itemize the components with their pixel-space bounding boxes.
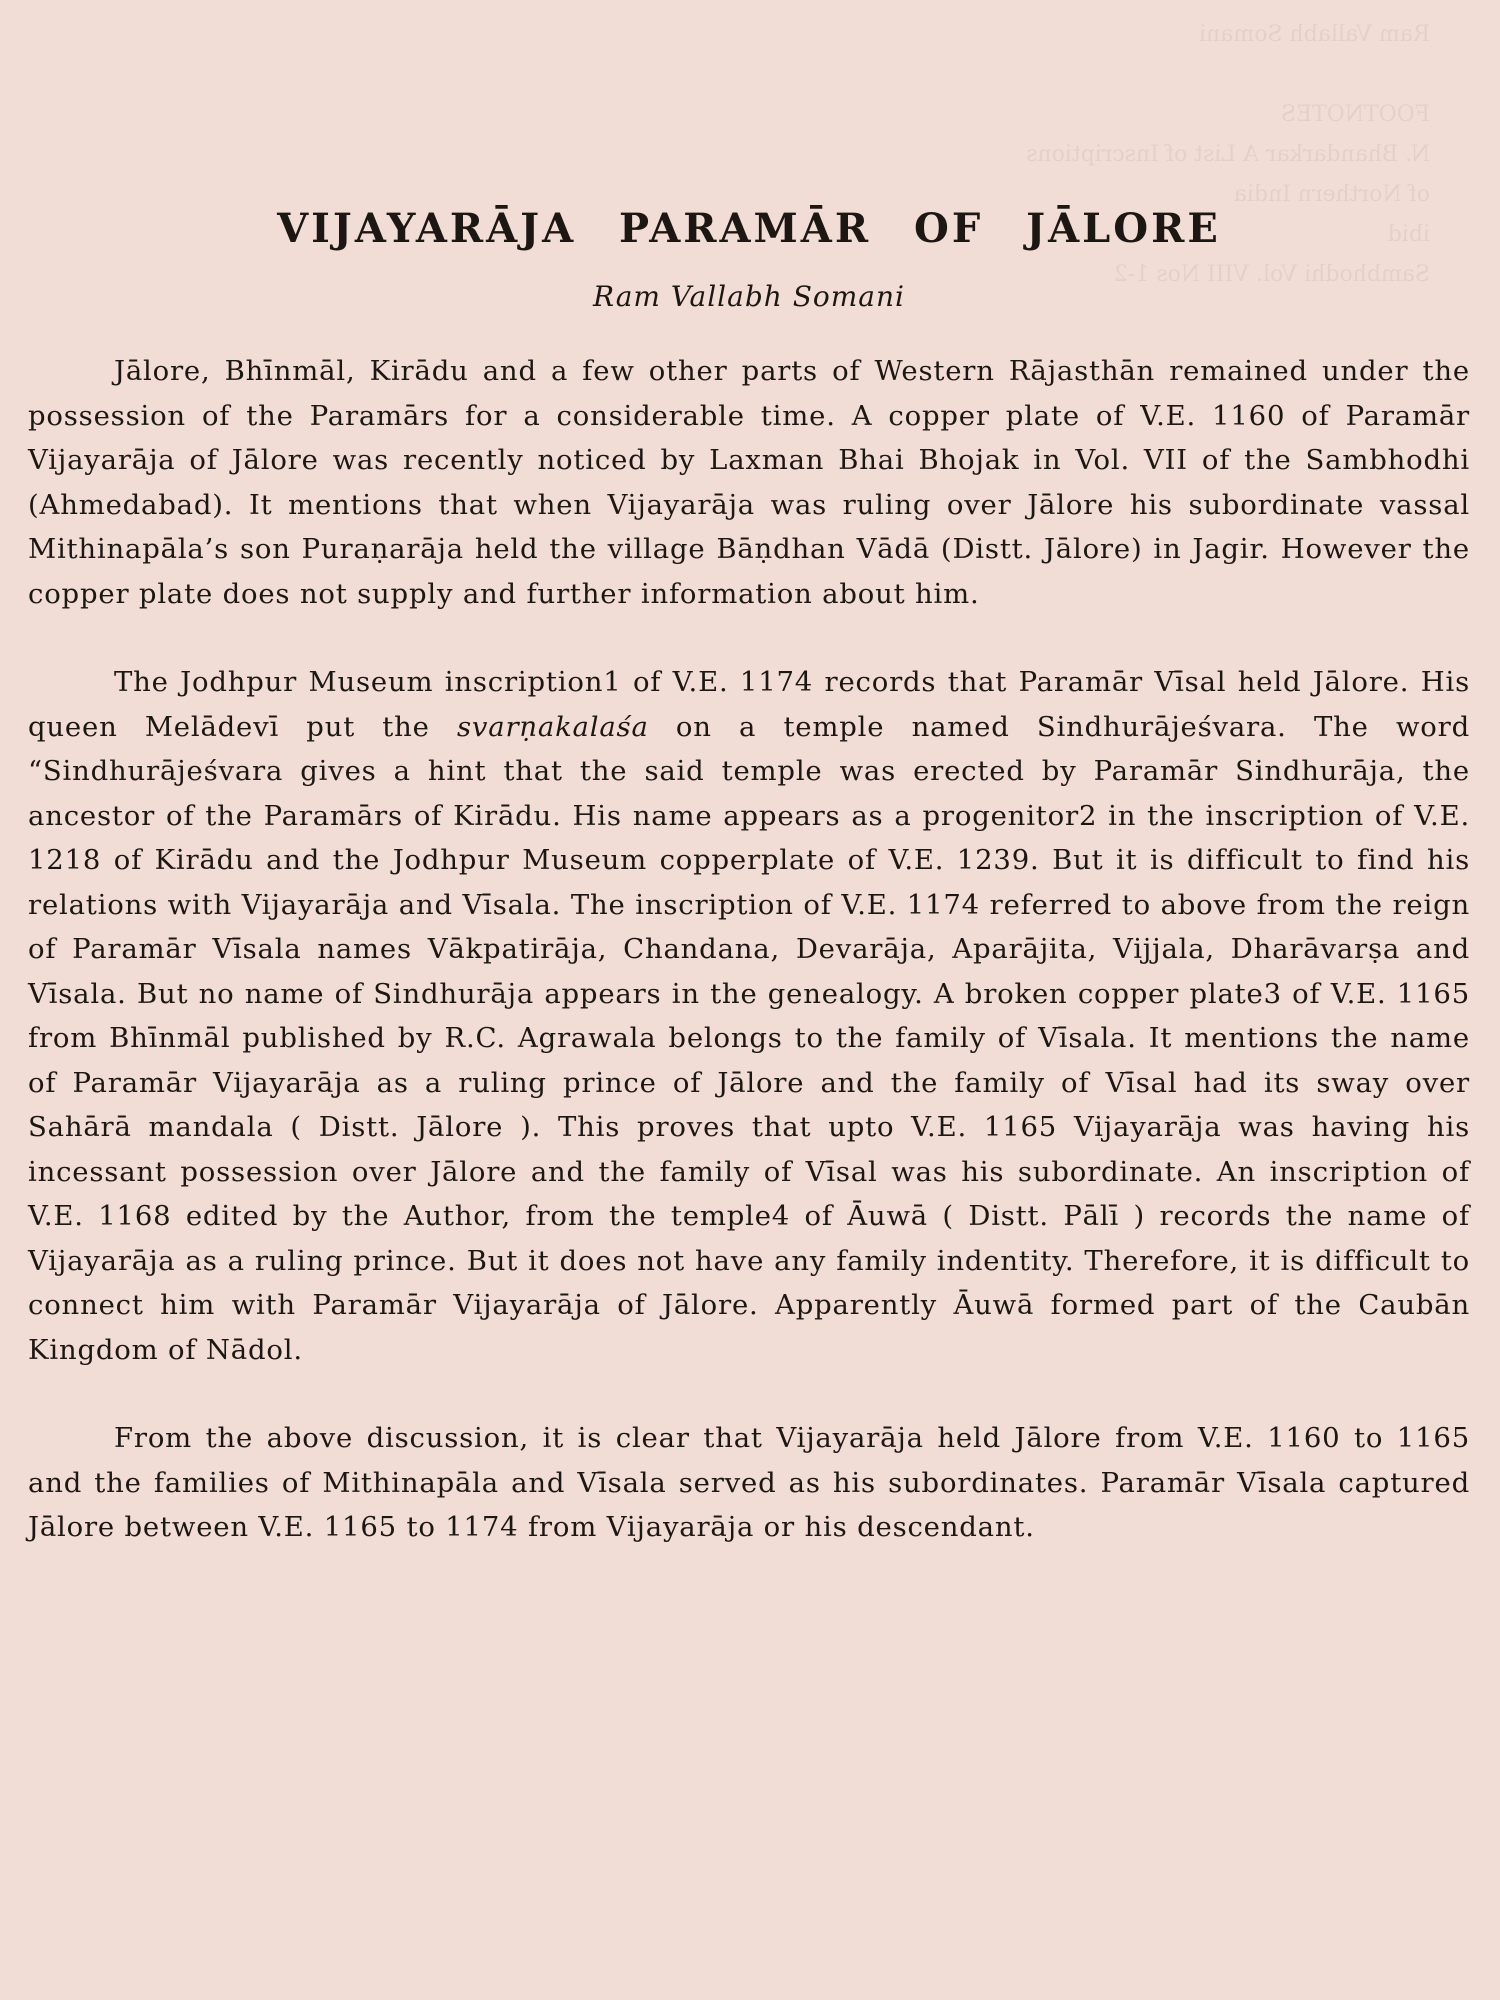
bleed-label: FOOTNOTES bbox=[1280, 102, 1430, 127]
paragraph-3: From the above discussion, it is clear that Vijayarāja held Jālore from V.E. 1160 to 1165 and the families of Mithinapāla and Vīsala served as his subordinates. Paramār Vīsala captured Jālore between V.E. 1165 to 1174 from Vijayarāja or his descendant. bbox=[28, 1422, 1470, 1543]
paragraph-1: Jālore, Bhīnmāl, Kirādu and a few other parts of Western Rājasthān remained under the possession of the Paramārs for a considerable time. A copper plate of V.E. 1160 of Paramār Vijayarāja of Jālore was recently noticed by Laxman Bhai Bhojak in Vol. VII of the Sambhodhi (Ahmedabad). It mentions that when Vijayarāja was ruling over Jālore his subordinate vassal Mithinapāla’s son Puraṇarāja held the village Bāṇdhan Vādā (Distt. Jālore) in Jagir. However the copper plate does not supply and further information about him. bbox=[28, 355, 1470, 610]
bleed-line: of Northern India bbox=[1233, 182, 1430, 207]
bleed-line: ibid bbox=[1387, 222, 1430, 247]
article-title: VIJAYARĀJA PARAMĀR OF JĀLORE bbox=[277, 205, 1221, 252]
paragraph-2 bbox=[28, 660, 1470, 1372]
article-author: Ram Vallabh Somani bbox=[593, 280, 905, 313]
show-through-text bbox=[1026, 22, 1430, 455]
paragraph-2-text-b: on a temple named Sindhurājeśvara. The word “Sindhurājeśvara gives a hint that the said temple was erected by Paramār Sindhurāja, the ancestor of the Paramārs of Kirādu. His name appears as a progenitor2 in the inscription of V.E. 1218 of Kirādu and the Jodhpur Museum copperplate of V.E. 1239. But it is difficult to find his relations with Vijayarāja and Vīsala. The inscription of V.E. 1174 referred to above from the reign of Paramār Vīsala names Vākpatirāja, Chandana, Devarāja, Aparājita, Vijjala, Dharāvarṣa and Vīsala. But no name of Sindhurāja appears in the genealogy. A broken copper plate3 of V.E. 1165 from Bhīnmāl published by R.C. Agrawala belongs to the family of Vīsala. It mentions the name of Paramār Vijayarāja as a ruling prince of Jālore and the family of Vīsal had its sway over Sahārā mandala ( Distt. Jālore ). This proves that upto V.E. 1165 Vijayarāja was having his incessant possession over Jālore and the family of Vīsal was his subordinate. An inscription of V.E. 1168 edited by the Author, from the temple4 of Āuwā ( Distt. Pālī ) records the name of Vijayarāja as a ruling prince. But it does not have any family indentity. Therefore, it is difficult to connect him with Paramār Vijayarāja of Jālore. Apparently Āuwā formed part of the Caubān Kingdom of Nādol. bbox=[28, 710, 1470, 1366]
bleed-line: N. Bhandarkar A List of Inscriptions bbox=[1026, 142, 1430, 167]
bleed-line: Sambhodhi Vol. VIII Nos 1-2 bbox=[1113, 262, 1430, 287]
bleed-header: Ram Vallabh Somani bbox=[1199, 22, 1430, 47]
paragraph-2-text-a: The Jodhpur Museum inscription1 of V.E. 1174 records that Paramār Vīsal held Jālore. His queen Melādevī put the bbox=[28, 666, 1470, 743]
paragraph-2-italic-term: svarṇakalaśa bbox=[457, 710, 649, 743]
